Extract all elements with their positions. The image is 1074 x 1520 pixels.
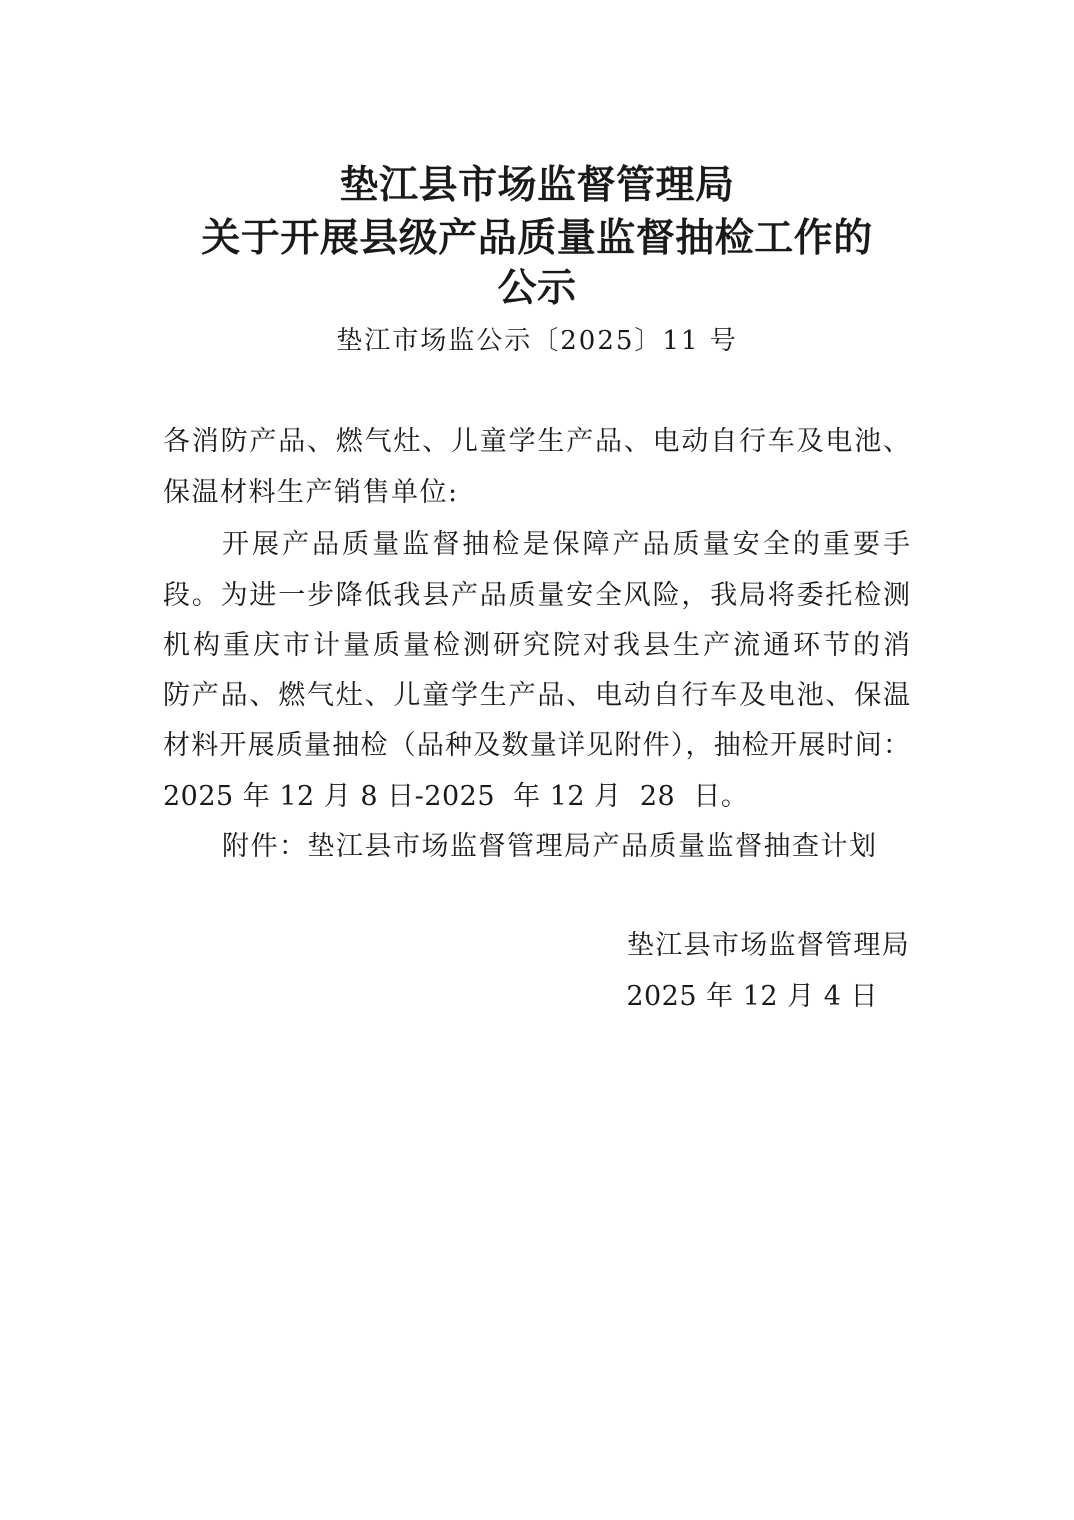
body-line-5: 材料开展质量抽检（品种及数量详见附件），抽检开展时间： xyxy=(163,730,910,761)
document-number: 垫江市场监公示〔2025〕11 号 xyxy=(336,326,738,356)
title-line-1: 垫江县市场监督管理局 xyxy=(339,162,735,208)
salutation-line-2: 保温材料生产销售单位: xyxy=(163,477,459,508)
attachment-note: 附件：垫江县市场监督管理局产品质量监督抽查计划 xyxy=(222,831,878,862)
title-line-3: 公示 xyxy=(497,265,577,311)
body-line-4: 防产品、燃气灶、儿童学生产品、电动自行车及电池、保温 xyxy=(163,680,910,711)
signature-date: 2025 年 12 月 4 日 xyxy=(626,981,878,1012)
body-line-2: 段。为进一步降低我县产品质量安全风险，我局将委托检测 xyxy=(163,580,910,611)
body-line-3: 机构重庆市计量质量检测研究院对我县生产流通环节的消 xyxy=(163,630,910,661)
signature-organization: 垫江县市场监督管理局 xyxy=(627,930,910,961)
body-line-1: 开展产品质量监督抽检是保障产品质量安全的重要手 xyxy=(222,529,910,560)
title-line-2: 关于开展县级产品质量监督抽检工作的 xyxy=(201,215,873,261)
salutation-line-1: 各消防产品、燃气灶、儿童学生产品、电动自行车及电池、 xyxy=(163,426,910,457)
body-line-6: 2025 年 12 月 8 日-2025 年 12 月 28 日。 xyxy=(163,781,749,812)
